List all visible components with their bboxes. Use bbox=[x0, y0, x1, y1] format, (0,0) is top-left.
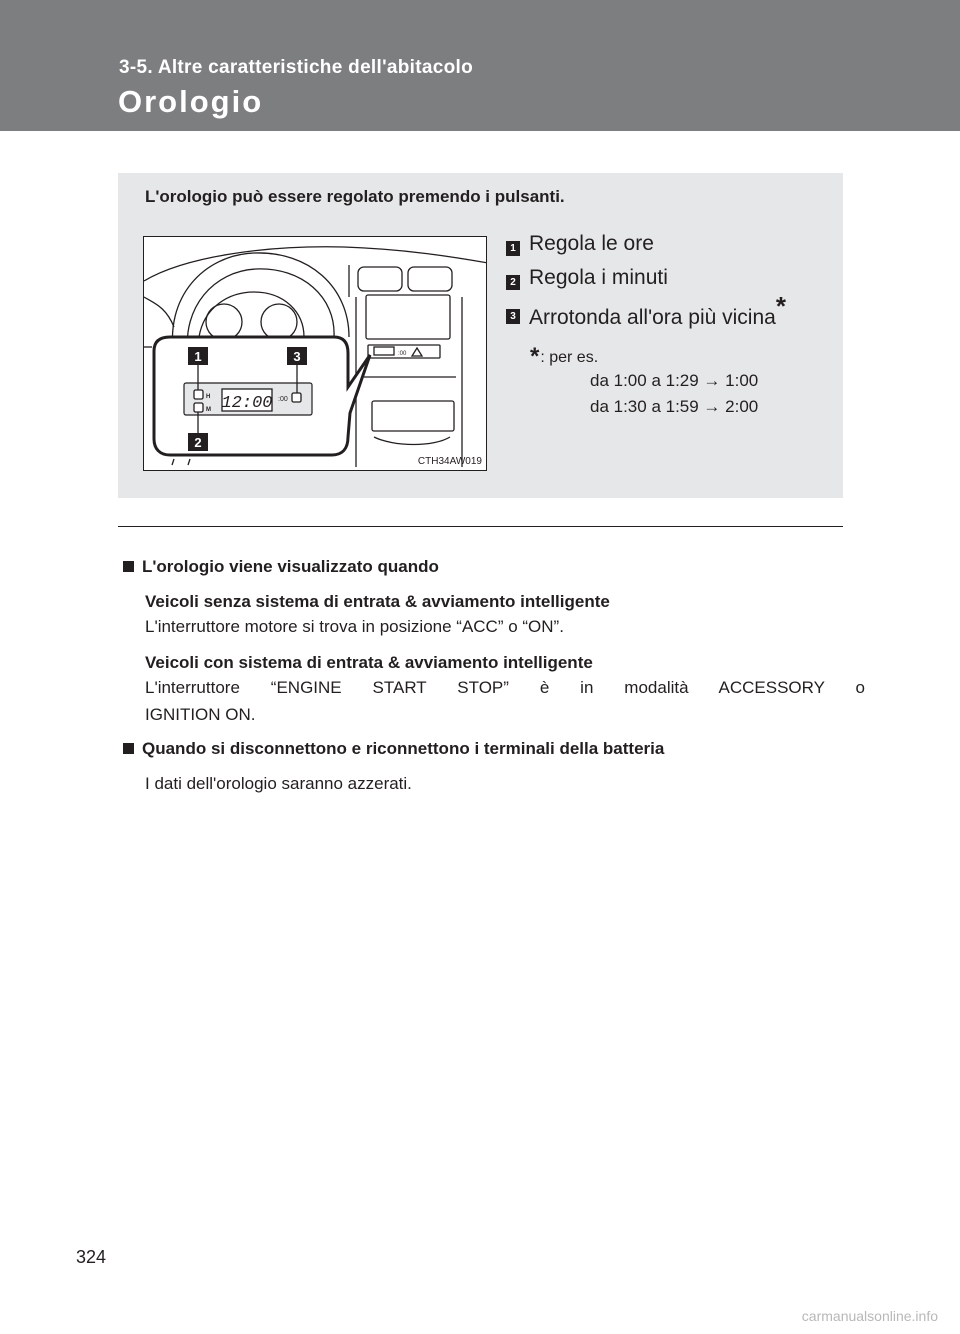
subheading-with-smart-entry: Veicoli con sistema di entrata & avviamento intelligente bbox=[145, 653, 593, 672]
figure-code: CTH34AW019 bbox=[417, 456, 482, 467]
figure-callout-1: 1 bbox=[194, 349, 202, 364]
divider bbox=[118, 526, 843, 527]
heading-1-text: L'orologio viene visualizzato quando bbox=[142, 557, 439, 576]
minute-button-label: M bbox=[206, 407, 211, 413]
text-with-smart-entry-line-2: IGNITION ON. bbox=[145, 705, 256, 724]
page-title: Orologio bbox=[118, 84, 264, 119]
bullet-square bbox=[123, 561, 134, 572]
asterisk-marker: * bbox=[775, 291, 786, 321]
callout-label-3-text: Arrotonda all'ora più vicina bbox=[529, 306, 776, 329]
hour-button-label: H bbox=[206, 394, 211, 400]
example-line-2: da 1:30 a 1:59 → 2:00 bbox=[590, 397, 759, 416]
text-with-smart-entry-line-1: L'interruttore “ENGINE START STOP” è in modalità ACCESSORY o bbox=[145, 678, 865, 697]
dashboard-drawing bbox=[144, 237, 487, 471]
figure-callout-3: 3 bbox=[293, 349, 301, 364]
callout-number-2: 2 bbox=[506, 275, 520, 290]
footnote-prefix: : per es. bbox=[540, 349, 599, 366]
section-label: 3-5. Altre caratteristiche dell'abitacolo bbox=[119, 57, 474, 78]
header-bar bbox=[0, 0, 960, 131]
text-battery: I dati dell'orologio saranno azzerati. bbox=[145, 774, 412, 793]
panel-intro: L'orologio può essere regolato premendo i pulsanti. bbox=[145, 187, 565, 206]
callout-label-3 bbox=[529, 291, 786, 331]
clock-display: 12:00 bbox=[221, 394, 273, 413]
callout-label-1: Regola le ore bbox=[529, 232, 654, 255]
example-line-1: da 1:00 a 1:29 → 1:00 bbox=[590, 371, 759, 390]
callout-number-1: 1 bbox=[506, 241, 520, 256]
callout-label-2: Regola i minuti bbox=[529, 266, 668, 289]
heading-battery bbox=[123, 736, 843, 761]
dashboard-illustration bbox=[143, 236, 487, 471]
callout-number-3: 3 bbox=[506, 309, 520, 324]
footnote bbox=[530, 341, 598, 369]
page-number: 324 bbox=[76, 1247, 107, 1267]
round-button-label: :00 bbox=[278, 396, 288, 403]
figure-callout-2: 2 bbox=[194, 435, 202, 450]
footnote-star: * bbox=[530, 343, 540, 370]
heading-clock-displayed bbox=[123, 554, 843, 579]
watermark: carmanualsonline.info bbox=[801, 1308, 938, 1324]
bullet-square bbox=[123, 743, 134, 754]
text-without-smart-entry: L'interruttore motore si trova in posizione “ACC” o “ON”. bbox=[145, 617, 564, 636]
subheading-without-smart-entry: Veicoli senza sistema di entrata & avviamento intelligente bbox=[145, 592, 610, 611]
heading-2-text: Quando si disconnettono e riconnettono i terminali della batteria bbox=[142, 739, 665, 758]
svg-text::00: :00 bbox=[398, 351, 407, 357]
